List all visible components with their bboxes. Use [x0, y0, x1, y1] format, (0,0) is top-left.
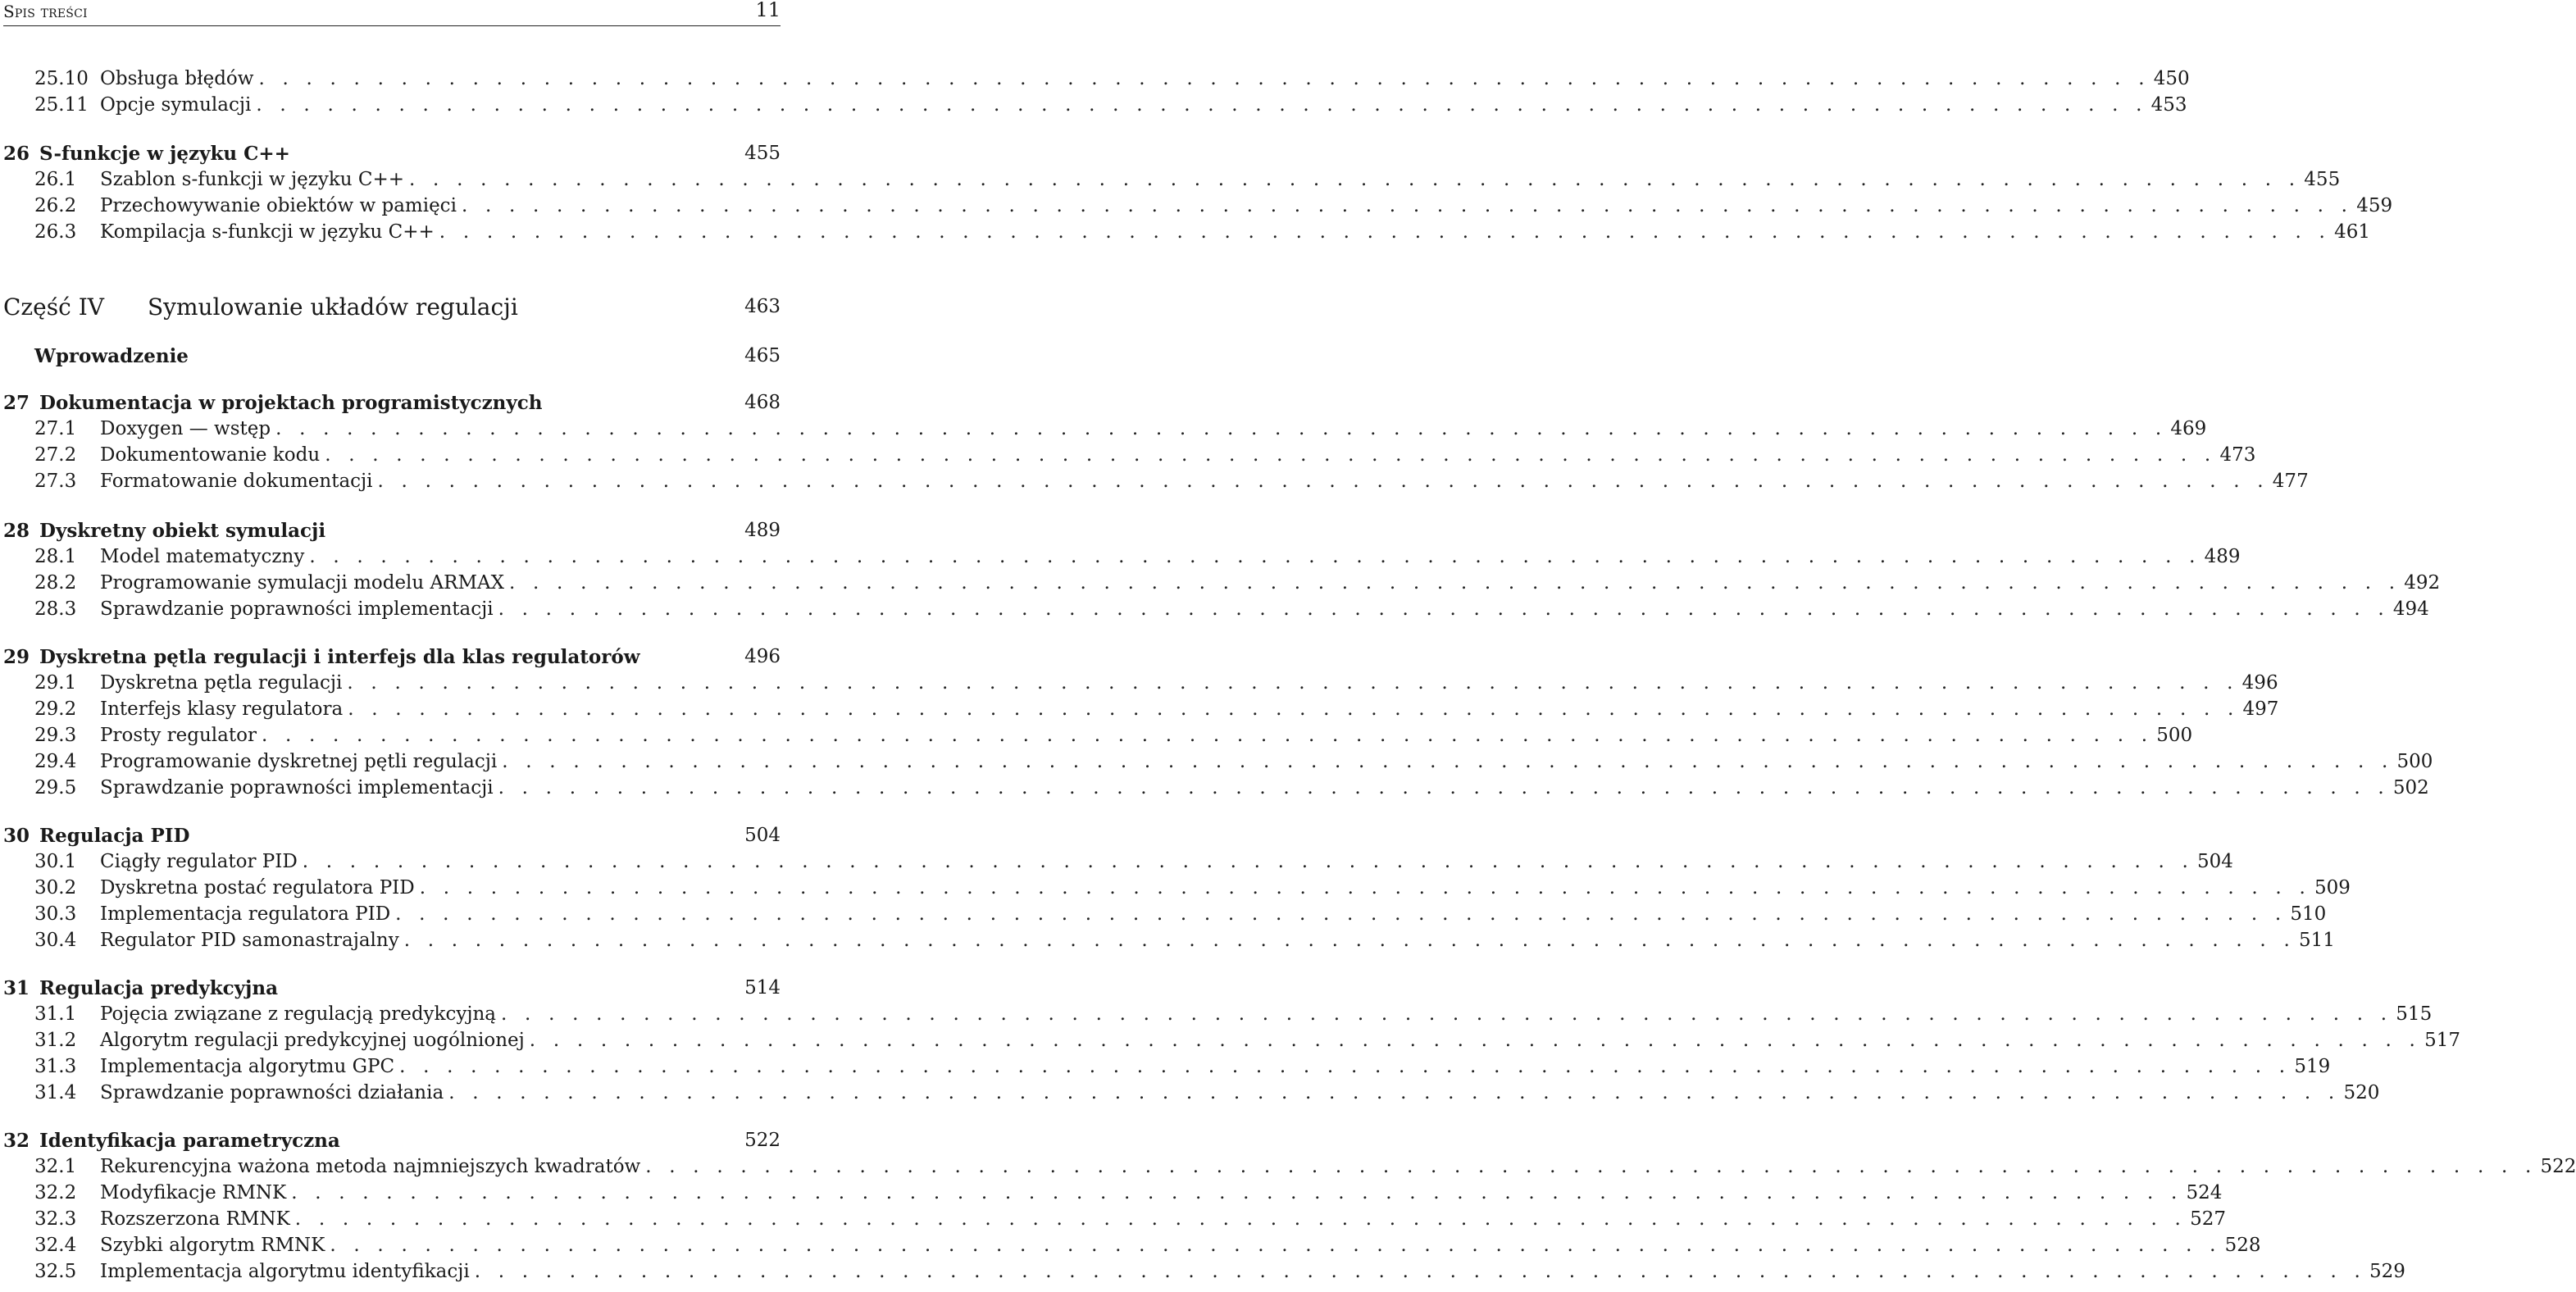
section-number: 27.2: [34, 444, 77, 466]
section-number: 29.5: [34, 777, 77, 798]
chapter-page: 496: [744, 646, 781, 667]
section-page: 500: [2396, 751, 2433, 772]
dot-leader: . . . . . . . . . . . . . . . . . . . . . . . . . . . . . . . . . . . . . . . . . . . . . . . . . . . . . . . . . . . . . . . . . . . . . . . . . . . . . . . .: [330, 1235, 2222, 1256]
toc-section-row: [34, 468, 2309, 494]
section-page: 517: [2424, 1030, 2460, 1051]
section-number: 32.5: [34, 1261, 77, 1282]
dot-leader: . . . . . . . . . . . . . . . . . . . . . . . . . . . . . . . . . . . . . . . . . . . . . . . . . . . . . . . . . . . . . . . . . . . . . . . . . . . . . . . .: [419, 877, 2311, 898]
section-page: 473: [2219, 444, 2256, 466]
section-number: 32.2: [34, 1182, 77, 1203]
section-page: 469: [2170, 418, 2207, 439]
section-title: Pojęcia związane z regulacją predykcyjną: [100, 1003, 497, 1025]
section-number: 27.1: [34, 418, 77, 439]
toc-section-row: [34, 1180, 2223, 1206]
section-page: 497: [2242, 698, 2279, 720]
section-title: Sprawdzanie poprawności implementacji: [100, 598, 494, 620]
dot-leader: . . . . . . . . . . . . . . . . . . . . . . . . . . . . . . . . . . . . . . . . . . . . . . . . . . . . . . . . . . . . . . . . . . . . . . . . . . . . . . . .: [347, 672, 2239, 694]
section-number: 31.4: [34, 1082, 77, 1103]
section-title: Implementacja algorytmu GPC: [100, 1056, 395, 1077]
toc-chapter-row: [3, 1126, 781, 1154]
toc-section-row: [34, 722, 2193, 748]
section-number: 29.1: [34, 672, 77, 694]
dot-leader: . . . . . . . . . . . . . . . . . . . . . . . . . . . . . . . . . . . . . . . . . . . . . . . . . . . . . . . . . . . . . . . . . . . . . . . . . . . . . . . .: [498, 598, 2390, 620]
section-title: Rekurencyjna ważona metoda najmniejszych kwadratów: [100, 1156, 641, 1177]
dot-leader: . . . . . . . . . . . . . . . . . . . . . . . . . . . . . . . . . . . . . . . . . . . . . . . . . . . . . . . . . . . . . . . . . . . . . . . . . . . . . . . .: [258, 68, 2150, 89]
toc-section-row: [34, 775, 2429, 801]
section-title: Programowanie dyskretnej pętli regulacji: [100, 751, 498, 772]
section-page: 528: [2224, 1235, 2261, 1256]
dot-leader: . . . . . . . . . . . . . . . . . . . . . . . . . . . . . . . . . . . . . . . . . . . . . . . . . . . . . . . . . . . . . . . . . . . . . . . . . . . . . . . .: [529, 1030, 2422, 1051]
toc-section-row: [34, 1001, 2433, 1027]
part-label: Część IV: [3, 293, 104, 321]
dot-leader: . . . . . . . . . . . . . . . . . . . . . . . . . . . . . . . . . . . . . . . . . . . . . . . . . . . . . . . . . . . . . . . . . . . . . . . . . . . . . . . .: [291, 1182, 2183, 1203]
chapter-page: 455: [744, 143, 781, 164]
section-number: 29.3: [34, 725, 77, 746]
dot-leader: . . . . . . . . . . . . . . . . . . . . . . . . . . . . . . . . . . . . . . . . . . . . . . . . . . . . . . . . . . . . . . . . . . . . . . . . . . . . . . . .: [325, 444, 2217, 466]
dot-leader: . . . . . . . . . . . . . . . . . . . . . . . . . . . . . . . . . . . . . . . . . . . . . . . . . . . . . . . . . . . . . . . . . . . . . . . . . . . . . . . .: [448, 1082, 2341, 1103]
section-title: Ciągły regulator PID: [100, 851, 298, 872]
section-number: 30.4: [34, 930, 77, 951]
section-title: Dyskretna postać regulatora PID: [100, 877, 415, 898]
toc-chapter-row: [3, 389, 781, 416]
toc-section-row: [34, 927, 2335, 953]
toc-chapter-row: [3, 974, 781, 1002]
section-title: Dyskretna pętla regulacji: [100, 672, 343, 694]
chapter-title: S-funkcje w języku C++: [39, 142, 290, 165]
section-title: Kompilacja s-funkcji w języku C++: [100, 221, 435, 243]
chapter-number: 29: [3, 645, 30, 668]
section-title: Formatowanie dokumentacji: [100, 471, 373, 492]
section-number: 28.1: [34, 546, 77, 567]
running-head-title: Spis treści: [3, 2, 88, 21]
section-page: 509: [2314, 877, 2351, 898]
section-number: 28.2: [34, 572, 77, 594]
chapter-page: 468: [744, 392, 781, 413]
section-number: 32.3: [34, 1208, 77, 1230]
toc-section-row: [34, 1153, 2576, 1180]
toc-section-row: [34, 1232, 2261, 1258]
toc-section-row: [34, 1206, 2226, 1232]
toc-section-row: [34, 1053, 2331, 1080]
section-page: 455: [2304, 169, 2341, 190]
chapter-number: 27: [3, 391, 30, 414]
chapter-title: Dyskretna pętla regulacji i interfejs dla klas regulatorów: [39, 645, 640, 668]
dot-leader: . . . . . . . . . . . . . . . . . . . . . . . . . . . . . . . . . . . . . . . . . . . . . . . . . . . . . . . . . . . . . . . . . . . . . . . . . . . . . . . .: [403, 930, 2296, 951]
toc-section-row: [34, 219, 2370, 245]
section-number: 31.2: [34, 1030, 77, 1051]
section-number: 25.10: [34, 68, 89, 89]
section-title: Obsługa błędów: [100, 68, 254, 89]
section-number: 26.2: [34, 195, 77, 216]
dot-leader: . . . . . . . . . . . . . . . . . . . . . . . . . . . . . . . . . . . . . . . . . . . . . . . . . . . . . . . . . . . . . . . . . . . . . . . . . . . . . . . .: [501, 1003, 2393, 1025]
section-title: Przechowywanie obiektów w pamięci: [100, 195, 457, 216]
chapter-title: Identyfikacja parametryczna: [39, 1129, 340, 1152]
section-title: Algorytm regulacji predykcyjnej uogólnionej: [100, 1030, 525, 1051]
section-page: 511: [2298, 930, 2335, 951]
section-number: 30.2: [34, 877, 77, 898]
section-page: 450: [2153, 68, 2190, 89]
section-page: 500: [2156, 725, 2193, 746]
section-number: 31.3: [34, 1056, 77, 1077]
chapter-number: 28: [3, 519, 30, 542]
toc-section-row: [34, 696, 2279, 722]
section-number: 32.4: [34, 1235, 77, 1256]
section-number: 29.4: [34, 751, 77, 772]
toc-section-row: [34, 442, 2256, 468]
section-title: Sprawdzanie poprawności implementacji: [100, 777, 494, 798]
chapter-page: 489: [744, 520, 781, 541]
section-page: 524: [2186, 1182, 2223, 1203]
dot-leader: . . . . . . . . . . . . . . . . . . . . . . . . . . . . . . . . . . . . . . . . . . . . . . . . . . . . . . . . . . . . . . . . . . . . . . . . . . . . . . . .: [256, 94, 2148, 116]
dot-leader: . . . . . . . . . . . . . . . . . . . . . . . . . . . . . . . . . . . . . . . . . . . . . . . . . . . . . . . . . . . . . . . . . . . . . . . . . . . . . . . .: [409, 169, 2301, 190]
intro-page: 465: [744, 345, 781, 366]
toc-chapter-row: [3, 821, 781, 849]
chapter-title: Dokumentacja w projektach programistycznych: [39, 391, 543, 414]
section-number: 30.1: [34, 851, 77, 872]
section-page: 494: [2392, 598, 2429, 620]
dot-leader: . . . . . . . . . . . . . . . . . . . . . . . . . . . . . . . . . . . . . . . . . . . . . . . . . . . . . . . . . . . . . . . . . . . . . . . . . . . . . . . .: [498, 777, 2390, 798]
section-page: 453: [2150, 94, 2187, 116]
section-title: Szybki algorytm RMNK: [100, 1235, 325, 1256]
dot-leader: . . . . . . . . . . . . . . . . . . . . . . . . . . . . . . . . . . . . . . . . . . . . . . . . . . . . . . . . . . . . . . . . . . . . . . . . . . . . . . . .: [439, 221, 2332, 243]
toc-chapter-row: [3, 516, 781, 544]
section-page: 489: [2204, 546, 2241, 567]
section-page: 519: [2294, 1056, 2331, 1077]
section-page: 459: [2356, 195, 2393, 216]
chapter-page: 514: [744, 977, 781, 999]
toc-chapter-row: [3, 139, 781, 167]
toc-section-row: [34, 670, 2278, 696]
section-page: 520: [2343, 1082, 2380, 1103]
toc-section-row: [34, 1027, 2460, 1053]
toc-section-row: [34, 92, 2187, 118]
section-page: 527: [2190, 1208, 2226, 1230]
intro-entry: [34, 343, 781, 369]
toc-section-row: [34, 66, 2190, 92]
dot-leader: . . . . . . . . . . . . . . . . . . . . . . . . . . . . . . . . . . . . . . . . . . . . . . . . . . . . . . . . . . . . . . . . . . . . . . . . . . . . . . . .: [461, 195, 2354, 216]
chapter-title: Dyskretny obiekt symulacji: [39, 519, 326, 542]
section-page: 492: [2404, 572, 2441, 594]
section-page: 461: [2334, 221, 2370, 243]
dot-leader: . . . . . . . . . . . . . . . . . . . . . . . . . . . . . . . . . . . . . . . . . . . . . . . . . . . . . . . . . . . . . . . . . . . . . . . . . . . . . . . .: [377, 471, 2269, 492]
section-number: 28.3: [34, 598, 77, 620]
running-head-page-number: 11: [755, 0, 781, 21]
dot-leader: . . . . . . . . . . . . . . . . . . . . . . . . . . . . . . . . . . . . . . . . . . . . . . . . . . . . . . . . . . . . . . . . . . . . . . . . . . . . . . . .: [348, 698, 2240, 720]
section-page: 529: [2369, 1261, 2405, 1282]
running-head: [3, 0, 781, 26]
section-number: 26.1: [34, 169, 77, 190]
toc-section-row: [34, 166, 2341, 193]
chapter-page: 522: [744, 1130, 781, 1151]
part-heading: [3, 290, 781, 323]
toc-chapter-row: [3, 643, 781, 671]
toc-section-row: [34, 596, 2429, 622]
section-page: 502: [2392, 777, 2429, 798]
section-title: Regulator PID samonastrajalny: [100, 930, 399, 951]
dot-leader: . . . . . . . . . . . . . . . . . . . . . . . . . . . . . . . . . . . . . . . . . . . . . . . . . . . . . . . . . . . . . . . . . . . . . . . . . . . . . . . .: [302, 851, 2195, 872]
chapter-number: 32: [3, 1129, 30, 1152]
dot-leader: . . . . . . . . . . . . . . . . . . . . . . . . . . . . . . . . . . . . . . . . . . . . . . . . . . . . . . . . . . . . . . . . . . . . . . . . . . . . . . . .: [645, 1156, 2537, 1177]
section-title: Opcje symulacji: [100, 94, 252, 116]
toc-section-row: [34, 1080, 2380, 1106]
section-number: 31.1: [34, 1003, 77, 1025]
chapter-number: 30: [3, 824, 30, 847]
dot-leader: . . . . . . . . . . . . . . . . . . . . . . . . . . . . . . . . . . . . . . . . . . . . . . . . . . . . . . . . . . . . . . . . . . . . . . . . . . . . . . . .: [309, 546, 2201, 567]
section-title: Prosty regulator: [100, 725, 257, 746]
part-page: 463: [744, 296, 781, 317]
section-page: 515: [2396, 1003, 2433, 1025]
dot-leader: . . . . . . . . . . . . . . . . . . . . . . . . . . . . . . . . . . . . . . . . . . . . . . . . . . . . . . . . . . . . . . . . . . . . . . . . . . . . . . . .: [395, 903, 2287, 925]
section-number: 27.3: [34, 471, 77, 492]
dot-leader: . . . . . . . . . . . . . . . . . . . . . . . . . . . . . . . . . . . . . . . . . . . . . . . . . . . . . . . . . . . . . . . . . . . . . . . . . . . . . . . .: [399, 1056, 2292, 1077]
toc-section-row: [34, 544, 2241, 570]
section-page: 510: [2290, 903, 2327, 925]
section-title: Dokumentowanie kodu: [100, 444, 321, 466]
toc-section-row: [34, 1258, 2405, 1285]
dot-leader: . . . . . . . . . . . . . . . . . . . . . . . . . . . . . . . . . . . . . . . . . . . . . . . . . . . . . . . . . . . . . . . . . . . . . . . . . . . . . . . .: [474, 1261, 2366, 1282]
section-title: Implementacja algorytmu identyfikacji: [100, 1261, 470, 1282]
section-number: 30.3: [34, 903, 77, 925]
section-page: 496: [2241, 672, 2278, 694]
section-title: Programowanie symulacji modelu ARMAX: [100, 572, 504, 594]
section-number: 25.11: [34, 94, 89, 116]
toc-section-row: [34, 901, 2327, 927]
toc-section-row: [34, 875, 2351, 901]
section-title: Szablon s-funkcji w języku C++: [100, 169, 405, 190]
toc-section-row: [34, 416, 2207, 442]
toc-section-row: [34, 570, 2441, 596]
section-title: Model matematyczny: [100, 546, 305, 567]
dot-leader: . . . . . . . . . . . . . . . . . . . . . . . . . . . . . . . . . . . . . . . . . . . . . . . . . . . . . . . . . . . . . . . . . . . . . . . . . . . . . . . .: [294, 1208, 2187, 1230]
section-number: 29.2: [34, 698, 77, 720]
section-title: Implementacja regulatora PID: [100, 903, 391, 925]
toc-section-row: [34, 848, 2233, 875]
chapter-title: Regulacja predykcyjna: [39, 976, 278, 999]
section-page: 504: [2197, 851, 2233, 872]
intro-title: Wprowadzenie: [34, 344, 189, 367]
chapter-number: 31: [3, 976, 30, 999]
chapter-number: 26: [3, 142, 30, 165]
section-number: 32.1: [34, 1156, 77, 1177]
section-number: 26.3: [34, 221, 77, 243]
toc-section-row: [34, 193, 2393, 219]
dot-leader: . . . . . . . . . . . . . . . . . . . . . . . . . . . . . . . . . . . . . . . . . . . . . . . . . . . . . . . . . . . . . . . . . . . . . . . . . . . . . . . .: [509, 572, 2401, 594]
toc-section-row: [34, 748, 2433, 775]
dot-leader: . . . . . . . . . . . . . . . . . . . . . . . . . . . . . . . . . . . . . . . . . . . . . . . . . . . . . . . . . . . . . . . . . . . . . . . . . . . . . . . .: [275, 418, 2168, 439]
dot-leader: . . . . . . . . . . . . . . . . . . . . . . . . . . . . . . . . . . . . . . . . . . . . . . . . . . . . . . . . . . . . . . . . . . . . . . . . . . . . . . . .: [502, 751, 2394, 772]
section-title: Modyfikacje RMNK: [100, 1182, 287, 1203]
section-title: Doxygen — wstęp: [100, 418, 271, 439]
section-title: Interfejs klasy regulatora: [100, 698, 344, 720]
section-page: 477: [2272, 471, 2309, 492]
section-title: Sprawdzanie poprawności działania: [100, 1082, 444, 1103]
chapter-title: Regulacja PID: [39, 824, 190, 847]
section-title: Rozszerzona RMNK: [100, 1208, 290, 1230]
chapter-page: 504: [744, 825, 781, 846]
part-title: Symulowanie układów regulacji: [148, 293, 518, 321]
section-page: 522: [2540, 1156, 2576, 1177]
dot-leader: . . . . . . . . . . . . . . . . . . . . . . . . . . . . . . . . . . . . . . . . . . . . . . . . . . . . . . . . . . . . . . . . . . . . . . . . . . . . . . . .: [261, 725, 2154, 746]
